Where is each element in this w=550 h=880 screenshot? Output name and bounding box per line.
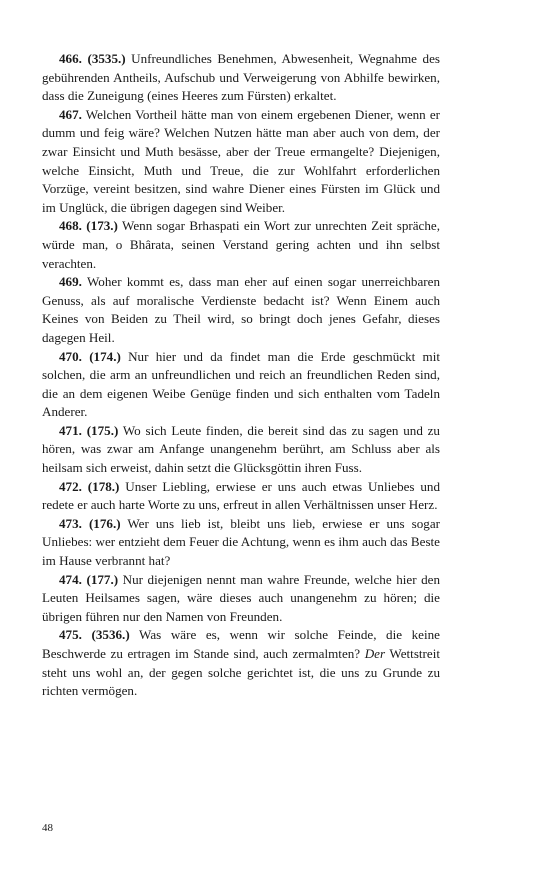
page-number: 48 [42,822,53,834]
entry-italic-word: Der [364,646,386,661]
entry-number: 471. [59,422,82,438]
entry-text: Welchen Vortheil hätte man von einem ergebenen Diener, wenn er dumm und feig wäre? Welchen Nutzen hätte man aber auch von dem, der zwar Einsicht und Muth besässe, aber der Treue ermangelte? Diejenigen, welche Einsicht, Muth und Treue, die zur Wohlfahrt erforderlichen Vorzüge, vereint besitzen, sind wahre Diener eines Fürsten im Glück und im Unglück, die übrigen dagegen sind Weiber. [42,106,440,215]
entry-reference: (173.) [86,218,118,234]
entry-number: 474. [59,571,82,587]
entry-reference: (176.) [88,515,121,531]
entry-number: 473. [59,515,82,531]
entry-reference: (178.) [87,478,120,494]
entry-468 [42,217,440,273]
entry-reference: (177.) [86,571,119,587]
entry-reference: (3536.) [91,627,130,643]
entry-text: Was wäre es, wenn wir solche Feinde, die keine Beschwerde zu ertragen im Stande sind, auch zermalmten? [42,627,440,661]
entry-473 [42,515,440,571]
entry-reference: (174.) [89,348,121,364]
entry-text: Nur diejenigen nennt man wahre Freunde, welche hier den Leuten Heilsames sagen, wäre dieses auch unangenehm zu hören; die übrigen führen nur den Namen von Freunden. [42,571,440,624]
entry-number: 469. [59,274,82,290]
entry-475 [42,626,440,700]
entry-number: 470. [59,348,82,364]
entry-text-continued: Wettstreit steht uns wohl an, der gegen solche gerichtet ist, die uns zu Grunde zu richten vermögen. [42,646,440,699]
entry-text: Wer uns lieb ist, bleibt uns lieb, erwiese er uns sogar Unliebes: wer entzieht dem Feuer die Achtung, wenn es ihm auch das Beste im Hause verbrannt hat? [42,515,440,569]
entry-text: Nur hier und da findet man die Erde geschmückt mit solchen, die arm an unfreundlichen und reich an freundlichen Reden sind, die an dem eigenen Weibe Genüge finden und sich enthalten vom Tadeln Anderer. [42,348,440,420]
page-body [42,50,440,701]
entry-470 [42,348,440,422]
entry-reference: (175.) [86,422,119,438]
entry-number: 467. [59,106,82,122]
entry-text: Unser Liebling, erwiese er uns auch etwas Unliebes und redete er auch harte Worte zu uns, erfreut in allen Verhältnissen unser Herz. [42,478,441,513]
entry-469 [42,273,440,347]
entry-472 [42,478,440,515]
entry-text: Wenn sogar Brhaspati ein Wort zur unrechten Zeit spräche, würde man, o Bhârata, seinen Verstand gering achten und ihn selbst verachten. [42,218,440,271]
entry-number: 466. [59,51,82,66]
entry-number: 475. [59,627,82,643]
entry-466 [42,50,440,106]
entry-number: 468. [59,218,82,234]
entry-number: 472. [59,478,82,494]
entry-text: Wo sich Leute finden, die bereit sind das zu sagen und zu hören, was zwar am Anfange unangenehm berührt, am Schluss aber als heilsam sich erweist, dahin setzt die Glücksgöttin ihren Fuss. [42,422,440,476]
entry-text: Woher kommt es, dass man eher auf einen sogar unerreichbaren Genuss, als auf moralische Verdienste bedacht ist? Wenn Einem auch Keines von Beiden zu Theil wird, so bringt doch jenes Gefahr, dieses dagegen Heil. [42,274,440,345]
entry-471 [42,422,440,478]
entry-474 [42,571,440,627]
entry-text: Unfreundliches Benehmen, Abwesenheit, Wegnahme des gebührenden Antheils, Aufschub und Verweigerung von Abhilfe bewirken, dass die Zuneigung (eines Heeres zum Fürsten) erkaltet. [42,51,440,104]
entry-467 [42,106,440,218]
entry-reference: (3535.) [87,51,126,66]
